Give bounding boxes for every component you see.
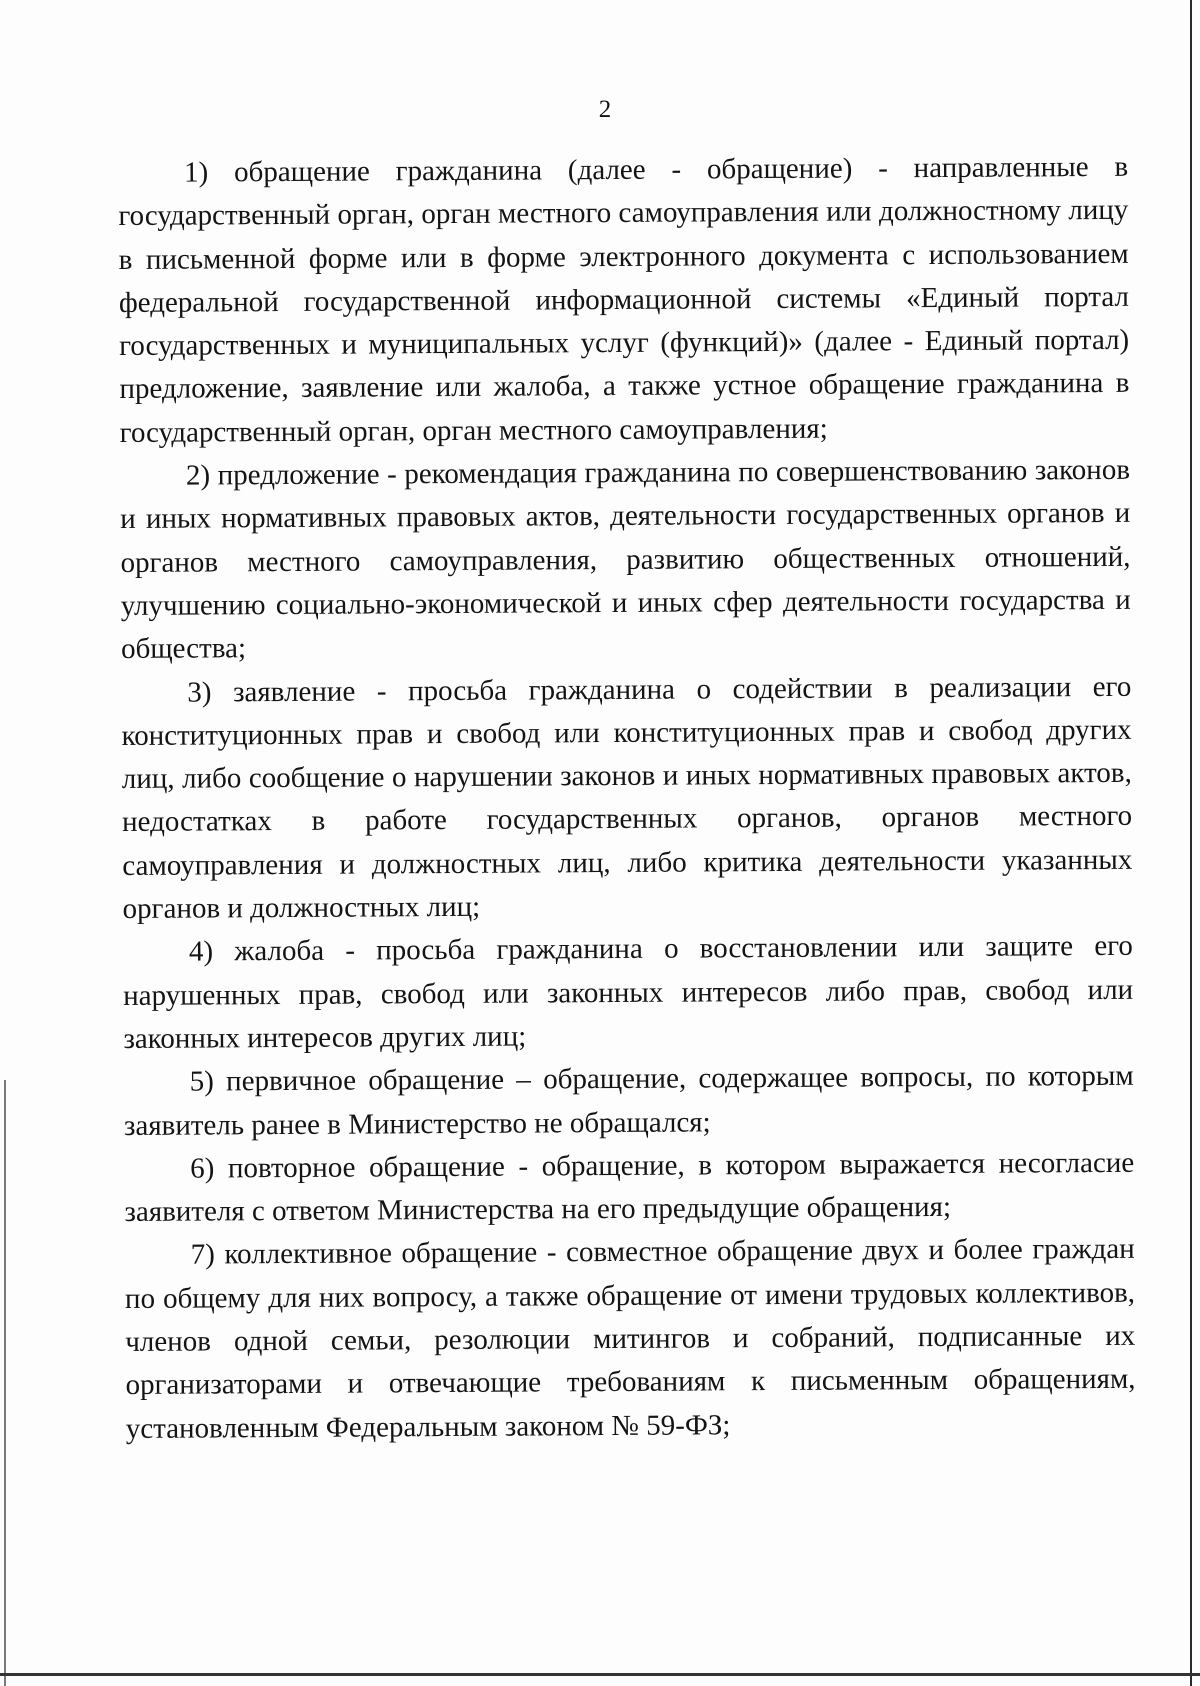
page-number: 2: [598, 96, 612, 123]
document-body: [118, 146, 1136, 1451]
paragraph-definition-2: 2) предложение - рекомендация гражданина по совершенствованию законов и иных нормативных правовых актов, деятельности государственных органов и органов местного самоуправления, развитию общественных отношений, улучшению социально-экономической и иных сфер деятельности государства и общества;: [120, 453, 1131, 666]
paragraph-definition-6: 6) повторное обращение - обращение, в котором выражается несогласие заявителя с ответом Министерства на его предыдущие обращения;: [124, 1146, 1135, 1229]
paragraph-definition-7: 7) коллективное обращение - совместное обращение двух и более граждан по общему для них вопросу, а также обращение от имени трудовых коллективов, членов одной семьи, резолюции митингов и собраний, подписанные их организаторами и отвечающие требованиям к письменным обращениям, установленным Федеральным законом № 59-ФЗ;: [124, 1233, 1136, 1445]
paragraph-definition-4: 4) жалоба - просьба гражданина о восстановлении или защите его нарушенных прав, свобод или законных интересов либо прав, свобод или законных интересов других лиц;: [123, 930, 1134, 1055]
scan-edge-right: [1190, 0, 1192, 1686]
scan-edge-left: [4, 1080, 6, 1686]
paragraph-definition-5: 5) первичное обращение – обращение, содержащее вопросы, по которым заявитель ранее в Министерство не обращался;: [123, 1060, 1134, 1142]
scan-edge-bottom: [0, 1673, 1200, 1676]
paragraph-definition-1: 1) обращение гражданина (далее - обращение) - направленные в государственный орган, орган местного самоуправления или должностному лицу в письменной форме или в форме электронного документа с использованием федеральной государственной информационной системы «Единый портал государственных и муниципальных услуг (функций)» (далее - Единый портал) предложение, заявление или жалоба, а также устное обращение гражданина в государственный орган, орган местного самоуправления;: [118, 150, 1130, 449]
paragraph-definition-3: 3) заявление - просьба гражданина о содействии в реализации его конституционных прав и свобод или конституционных прав и свобод других лиц, либо сообщение о нарушении законов и иных нормативных правовых актов, недостатках в работе государственных органов, органов местного самоуправления и должностных лиц, либо критика деятельности указанных органов и должностных лиц;: [121, 670, 1133, 926]
